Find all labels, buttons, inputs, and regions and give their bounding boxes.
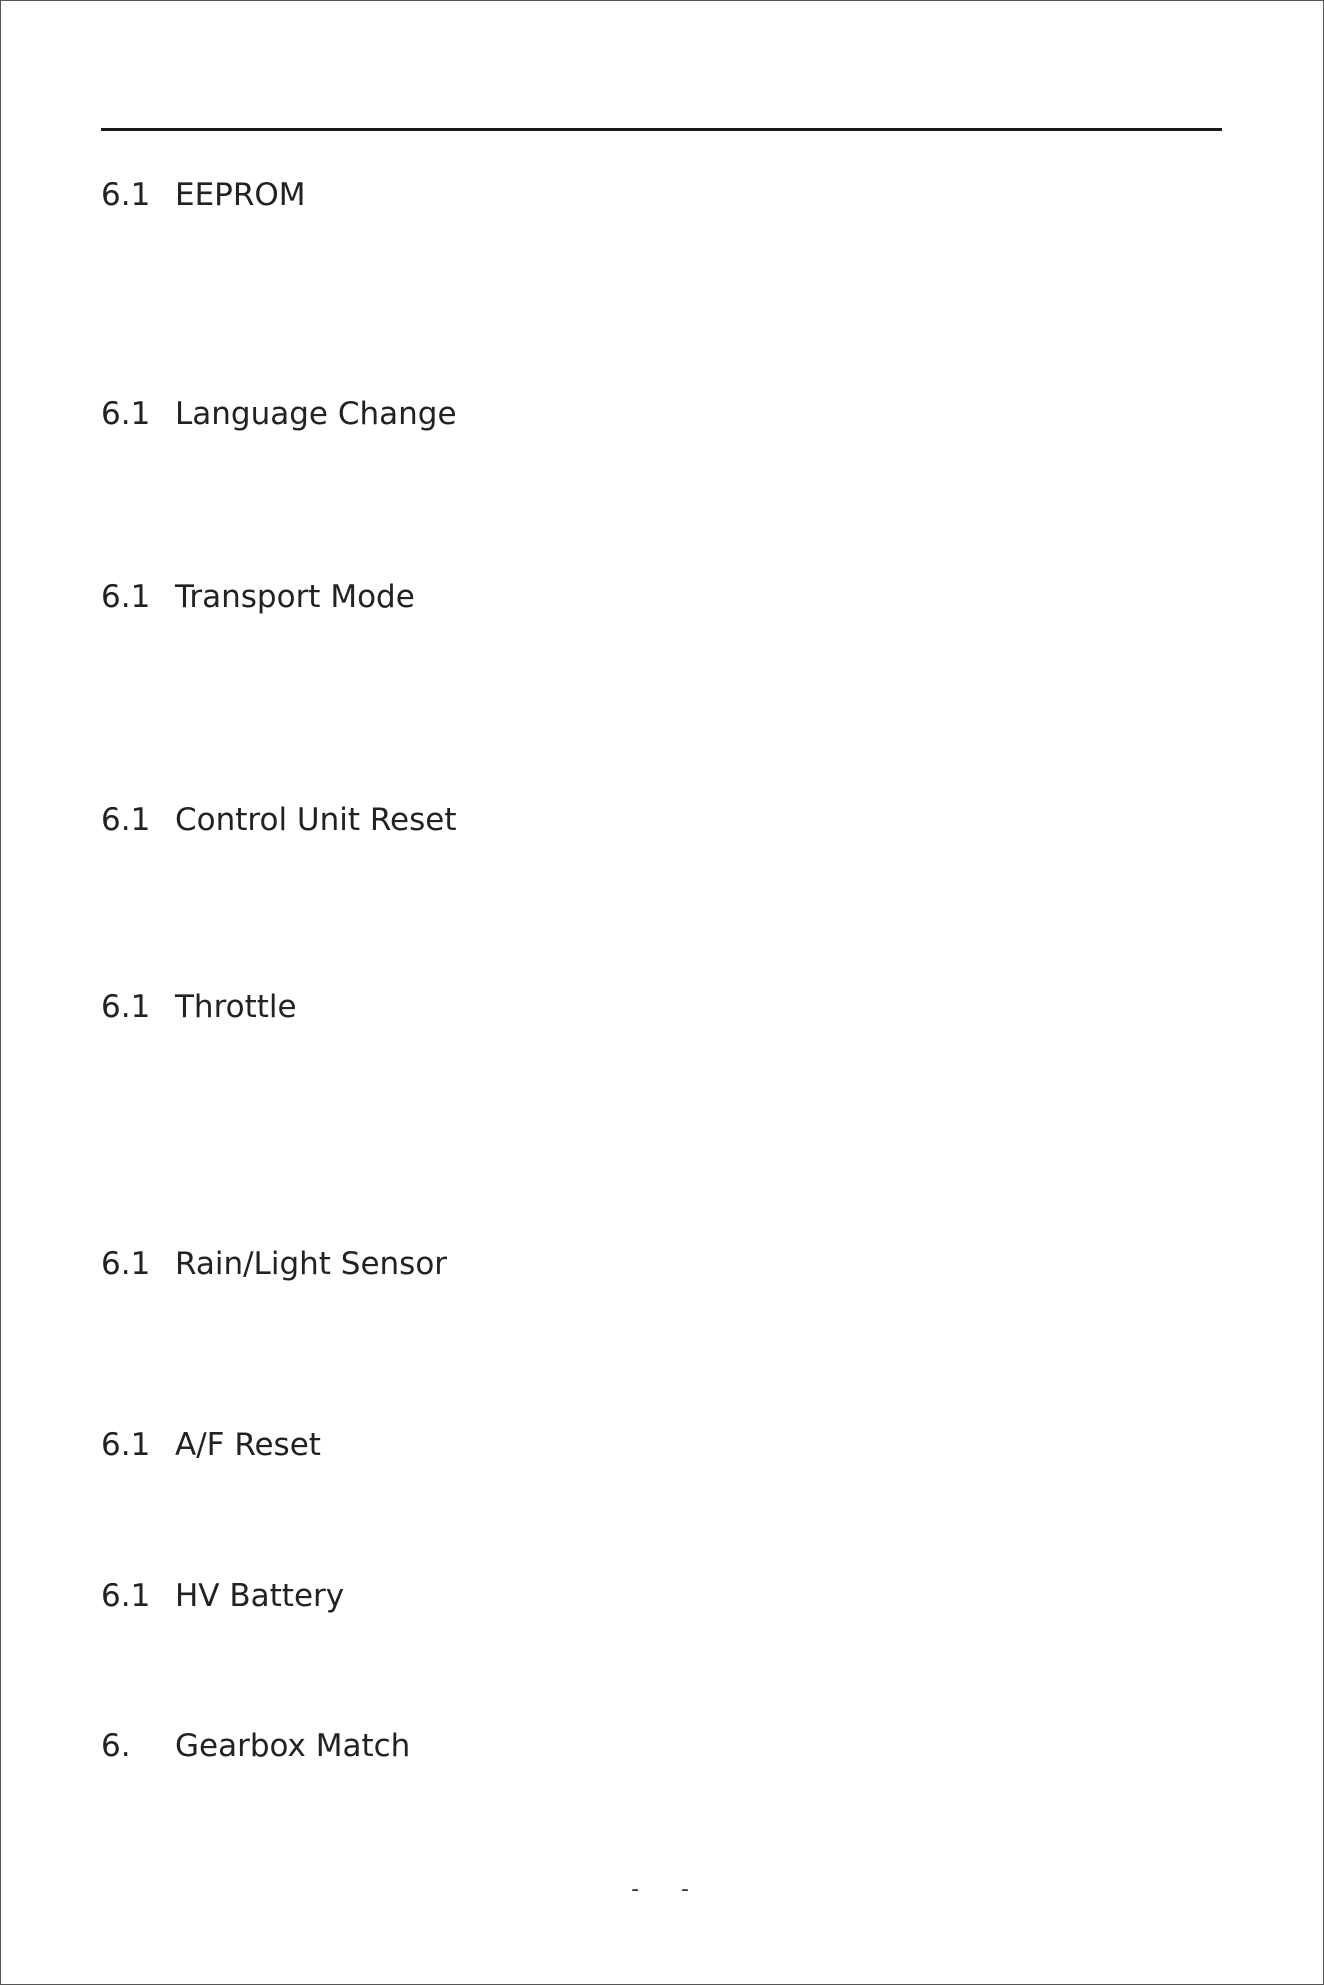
section-number: 6.1 xyxy=(101,579,151,615)
section-title: A/F Reset xyxy=(175,1427,321,1463)
page-number: - - xyxy=(631,1877,689,1902)
section-title: Rain/Light Sensor xyxy=(175,1246,448,1282)
section-title: HV Battery xyxy=(175,1578,345,1614)
section-number: 6. xyxy=(101,1728,131,1764)
section-number: 6.1 xyxy=(101,802,151,838)
section-number: 6.1 xyxy=(101,989,151,1025)
section-number: 6.1 xyxy=(101,1578,151,1614)
header-rule xyxy=(101,128,1222,131)
section-title: Gearbox Match xyxy=(175,1728,411,1764)
section-title: Transport Mode xyxy=(175,579,415,615)
section-number: 6.1 xyxy=(101,1246,151,1282)
section-title: Language Change xyxy=(175,396,457,432)
section-number: 6.1 xyxy=(101,1427,151,1463)
section-title: Throttle xyxy=(175,989,297,1025)
section-title: Control Unit Reset xyxy=(175,802,457,838)
section-title: EEPROM xyxy=(175,177,306,213)
section-number: 6.1 xyxy=(101,396,151,432)
section-number: 6.1 xyxy=(101,177,151,213)
